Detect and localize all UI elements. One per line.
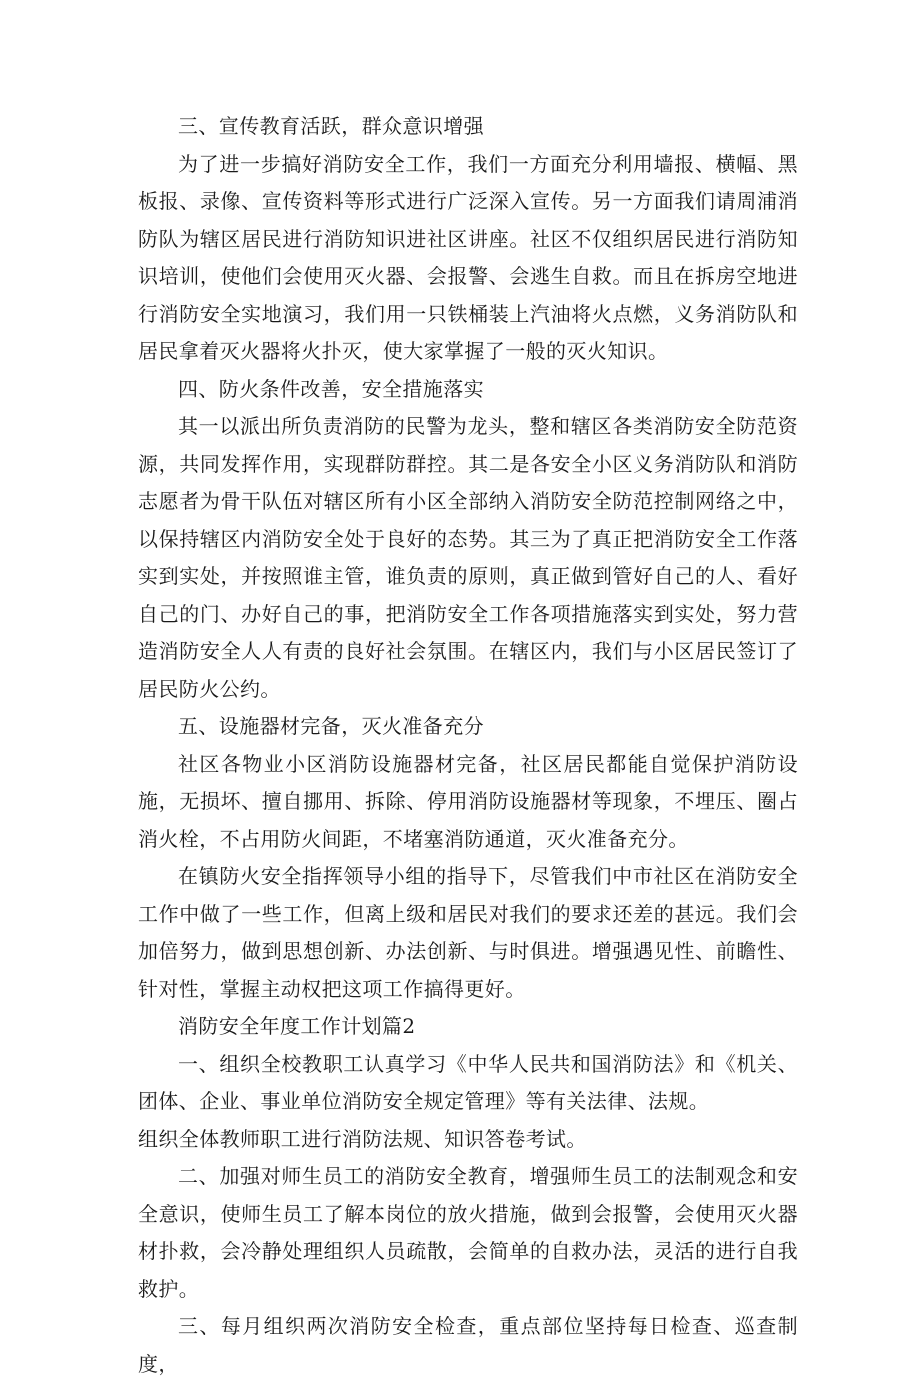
paragraph-fire-conditions: 其一以派出所负责消防的民警为龙头，整和辖区各类消防安全防范资源，共同发挥作用，实现群防群控。其二是各安全小区义务消防队和消防志愿者为骨干队伍对辖区所有小区全部纳入消防安全防范控制网络之中，以保持辖区内消防安全处于良好的态势。其三为了真正把消防安全工作落实到实处，并按照谁主管，谁负责的原则，真正做到管好自己的人、看好自己的门、办好自己的事，把消防安全工作各项措施落实到实处，努力营造消防安全人人有责的良好社会氛围。在辖区内，我们与小区居民签订了居民防火公约。 bbox=[138, 414, 798, 701]
document-body bbox=[138, 108, 798, 1383]
section-heading-equipment: 五、设施器材完备，灭火准备充分 bbox=[178, 714, 484, 738]
paragraph-equipment: 社区各物业小区消防设施器材完备，社区居民都能自觉保护消防设施，无损坏、擅自挪用、拆除、停用消防设施器材等现象，不埋压、圈占消火栓，不占用防火间距，不堵塞消防通道，灭火准备充分。 bbox=[138, 751, 798, 851]
paragraph-item-2: 二、加强对师生员工的消防安全教育，增强师生员工的法制观念和安全意识，使师生员工了解本岗位的放火措施，做到会报警，会使用灭火器材扑救，会冷静处理组织人员疏散，会简单的自救办法，灵活的进行自我救护。 bbox=[138, 1164, 798, 1301]
paragraph-item-1: 一、组织全校教职工认真学习《中华人民共和国消防法》和《机关、团体、企业、事业单位消防安全规定管理》等有关法律、法规。 bbox=[138, 1051, 798, 1113]
section-heading-publicity: 三、宣传教育活跃，群众意识增强 bbox=[178, 114, 484, 138]
section-heading-fire-conditions: 四、防火条件改善，安全措施落实 bbox=[178, 376, 484, 401]
paragraph-exam: 组织全体教师职工进行消防法规、知识答卷考试。 bbox=[138, 1126, 587, 1151]
paragraph-summary: 在镇防火安全指挥领导小组的指导下，尽管我们中市社区在消防安全工作中做了一些工作，但离上级和居民对我们的要求还差的甚远。我们会加倍努力，做到思想创新、办法创新、与时俱进。增强遇见性、前瞻性、针对性，掌握主动权把这项工作搞得更好。 bbox=[138, 864, 798, 1001]
plan-title-part2: 消防安全年度工作计划篇2 bbox=[178, 1014, 416, 1038]
paragraph-item-3: 三、每月组织两次消防安全检查，重点部位坚持每日检查、巡查制度， bbox=[138, 1314, 798, 1376]
paragraph-publicity: 为了进一步搞好消防安全工作，我们一方面充分利用墙报、横幅、黑板报、录像、宣传资料等形式进行广泛深入宣传。另一方面我们请周浦消防队为辖区居民进行消防知识进社区讲座。社区不仅组织居民进行消防知识培训，使他们会使用灭火器、会报警、会逃生自救。而且在拆房空地进行消防安全实地演习，我们用一只铁桶装上汽油将火点燃，义务消防队和居民拿着灭火器将火扑灭，使大家掌握了一般的灭火知识。 bbox=[138, 151, 798, 363]
